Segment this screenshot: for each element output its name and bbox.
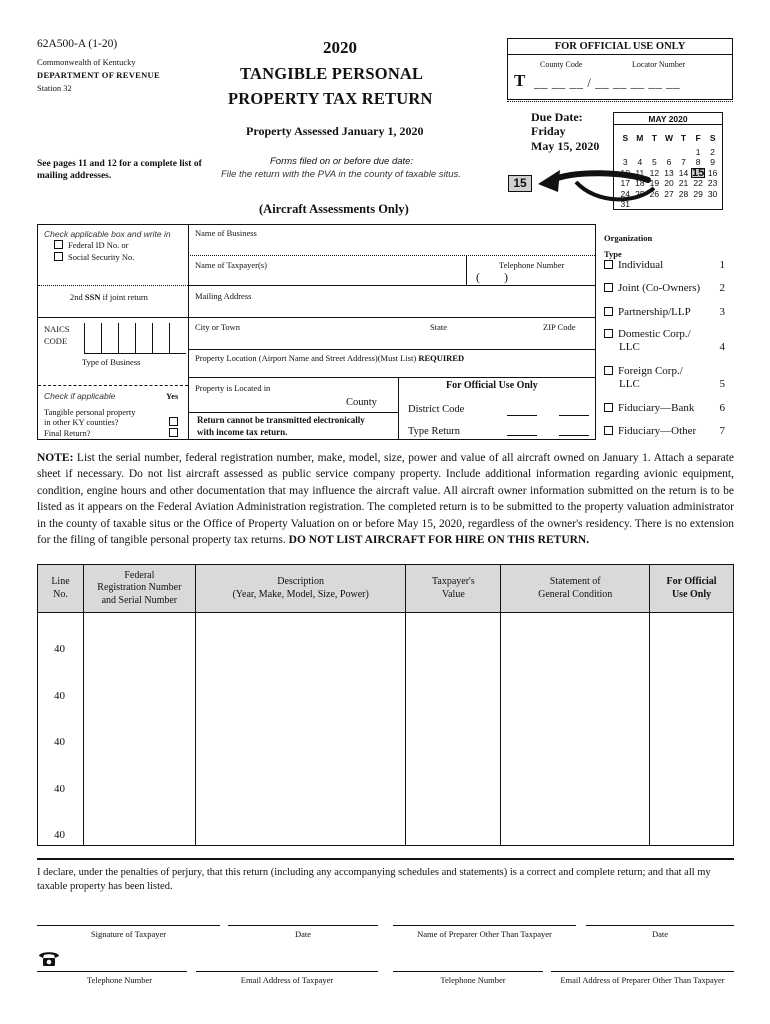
zip-code-field[interactable]: ZIP Code: [543, 322, 576, 332]
telephone-number-label: Telephone Number: [86, 975, 153, 985]
org-option-checkbox[interactable]: [604, 260, 613, 269]
calendar-day: 9: [710, 157, 716, 167]
type-return-label: Type Return: [408, 426, 461, 437]
tangible-question-line1: Tangible personal property: [44, 407, 136, 417]
county-code-label: County Code: [540, 60, 583, 69]
table-input-cell[interactable]: [501, 659, 650, 706]
signature-of-taxpayer-label: Signature of Taxpayer: [90, 929, 167, 939]
curved-arrow-icon: [536, 164, 676, 214]
calendar-day-header: F: [695, 133, 701, 143]
col-header-official-use: For Official Use Only: [650, 565, 734, 613]
org-option-number: 2: [719, 282, 725, 294]
org-option-5[interactable]: [604, 365, 729, 390]
table-row: [38, 706, 734, 753]
org-option-number: 3: [719, 306, 725, 318]
table-input-cell[interactable]: [195, 659, 406, 706]
preparer-date-label: Date: [651, 929, 669, 939]
cannot-transmit-line2: with income tax return.: [197, 427, 288, 437]
ssn-option[interactable]: Social Security No.: [54, 252, 134, 262]
org-option-label: Foreign Corp./: [618, 365, 683, 377]
calendar-day: 11: [635, 167, 645, 178]
locator-number-label: Locator Number: [632, 60, 686, 69]
yes-label: Yes: [166, 391, 179, 401]
property-location-field[interactable]: Property Location (Airport Name and Street Address)(Must List) REQUIRED: [195, 353, 465, 363]
calendar-day: 2: [710, 146, 716, 157]
county-label: County: [346, 397, 377, 408]
department-name: DEPARTMENT OF REVENUE: [37, 70, 160, 80]
calendar-day: 24: [620, 188, 631, 199]
preparer-telephone-label: Telephone Number: [440, 975, 506, 985]
org-option-6[interactable]: [604, 402, 729, 415]
second-ssn-label: 2nd SSN if joint return: [70, 292, 148, 302]
final-return-label: Final Return?: [44, 428, 91, 438]
naics-code-boxes[interactable]: [84, 323, 186, 353]
line-number-cell: 40: [38, 706, 84, 753]
federal-id-checkbox[interactable]: [54, 240, 63, 249]
preparer-date-line[interactable]: [586, 925, 734, 926]
email-preparer-label: Email Address of Preparer Other Than Taxpayer: [560, 975, 725, 985]
table-input-cell[interactable]: [501, 613, 650, 660]
assessed-date: Property Assessed January 1, 2020: [246, 124, 424, 138]
calendar-day-header: S: [622, 133, 629, 143]
organization-type-panel: [598, 228, 733, 440]
signature-line[interactable]: [37, 925, 220, 926]
calendar-day: [633, 147, 648, 158]
date-label: Date: [294, 929, 312, 939]
calendar-day: 18: [635, 178, 645, 188]
note-label: NOTE:: [37, 452, 74, 464]
org-option-checkbox[interactable]: [604, 366, 613, 375]
org-option-number: 1: [719, 259, 725, 271]
table-input-cell[interactable]: [195, 752, 406, 799]
line-number-cell: 40: [38, 799, 84, 846]
calendar-day: 29: [693, 188, 703, 199]
col-header-condition: Statement of General Condition: [501, 565, 650, 613]
table-input-cell[interactable]: [406, 706, 501, 753]
calendar-day: [618, 147, 633, 158]
org-option-checkbox[interactable]: [604, 283, 613, 292]
note-emphasis: DO NOT LIST AIRCRAFT FOR HIRE ON THIS RETURN.: [288, 534, 590, 547]
org-option-number: 6: [719, 402, 725, 414]
org-option-checkbox[interactable]: [604, 329, 613, 338]
table-input-cell[interactable]: [650, 799, 734, 846]
calendar-day: 23: [707, 178, 718, 188]
calendar-day-header: W: [664, 133, 673, 143]
file-return-instruction: File the return with the PVA in the county of taxable situs.: [221, 169, 461, 180]
org-option-label: Fiduciary—Other: [618, 425, 697, 437]
table-input-cell[interactable]: [650, 659, 734, 706]
calendar-day: 13: [664, 167, 674, 178]
org-option-number: 7: [719, 425, 725, 437]
organization-title: Organization: [604, 233, 653, 243]
calendar-day: 8: [695, 157, 701, 167]
calendar-day: 17: [620, 178, 631, 188]
calendar-day-highlight: 15: [691, 166, 705, 179]
table-input-cell[interactable]: [406, 752, 501, 799]
calendar-day: [676, 147, 691, 158]
table-input-cell[interactable]: [501, 752, 650, 799]
due-day-badge: 15: [508, 175, 532, 192]
date-line[interactable]: [228, 925, 378, 926]
preparer-email-line[interactable]: [551, 971, 734, 972]
org-option-checkbox[interactable]: [604, 403, 613, 412]
line-number-cell: 40: [38, 613, 84, 660]
org-option-3[interactable]: [604, 306, 729, 319]
name-of-taxpayer-field[interactable]: Name of Taxpayer(s): [195, 260, 267, 270]
org-option-label: Partnership/LLP: [618, 306, 691, 318]
note-paragraph: [37, 450, 734, 548]
telephone-number-field[interactable]: Telephone Number: [499, 260, 565, 270]
org-option-checkbox[interactable]: [604, 426, 613, 435]
calendar-day-header: T: [651, 133, 657, 143]
table-input-cell[interactable]: [83, 799, 195, 846]
table-input-cell[interactable]: [650, 706, 734, 753]
form-year: 2020: [323, 38, 357, 57]
mailing-address-field[interactable]: Mailing Address: [195, 291, 252, 301]
calendar-day: 1: [695, 146, 701, 157]
note-body: List the serial number, federal registration number, make, model, size, power and value of all aircraft owned on January 1. Attach a separate sheet if necessary. Do not list aircraft assessed as public service company property. Include additional information regarding avionic equipment, condition, engine hours and other documentation that may influence the aircraft value. All aircraft owner information submitted on the return is to be listed as it appears on the Federal Aviation Administration registration. The completed return is to be submitted to the property valuation administrator in the county of taxable situs or the Office of Property Valuation on or before May 15, 2020, regardless of the owner's residency. There is no extension for the filing of tangible personal property tax returns.: [37, 452, 734, 547]
calendar-month: MAY 2020: [614, 113, 722, 125]
preparer-name-line[interactable]: [393, 925, 576, 926]
table-input-cell[interactable]: [83, 752, 195, 799]
telephone-icon: [38, 950, 60, 967]
name-of-business-field[interactable]: Name of Business: [195, 228, 257, 238]
table-input-cell[interactable]: [406, 799, 501, 846]
calendar-day: 30: [707, 188, 718, 199]
table-input-cell[interactable]: [83, 659, 195, 706]
calendar-day: 14: [678, 167, 689, 178]
calendar-day-header: S: [709, 133, 716, 143]
calendar-day: [662, 147, 677, 158]
calendar-day: 22: [693, 178, 703, 188]
taxpayer-info-grid: [37, 224, 596, 440]
org-option-label: Individual: [618, 259, 664, 271]
org-option-label-cont: LLC: [619, 377, 640, 390]
calendar-day: 6: [666, 157, 672, 167]
final-return-checkbox[interactable]: [169, 428, 178, 437]
check-box-label: Check applicable box and write in: [44, 229, 171, 239]
due-day: Friday: [531, 124, 566, 138]
table-input-cell[interactable]: [195, 706, 406, 753]
aircraft-table: [37, 564, 734, 846]
calendar-day: 16: [707, 167, 718, 178]
calendar-day: 28: [678, 188, 689, 199]
district-code-label: District Code: [408, 404, 465, 415]
tangible-question-line2: in other KY counties?: [44, 417, 119, 427]
table-row: [38, 752, 734, 799]
cannot-transmit-line1: Return cannot be transmitted electronically: [197, 415, 365, 425]
email-line[interactable]: [196, 971, 378, 972]
type-of-business-label: Type of Business: [82, 357, 141, 367]
line-number-cell: 40: [38, 659, 84, 706]
calendar-day: 26: [649, 188, 660, 199]
official-use-title: FOR OFFICIAL USE ONLY: [554, 41, 686, 52]
see-pages-note: See pages 11 and 12 for a complete list of mailing addresses.: [37, 159, 202, 181]
calendar-day: [676, 199, 691, 210]
org-option-1[interactable]: [604, 259, 729, 272]
org-option-label: Joint (Co-Owners): [618, 282, 701, 294]
calendar-day: 20: [664, 178, 674, 188]
org-option-label: Domestic Corp./: [618, 328, 691, 340]
calendar-day: 10: [620, 167, 631, 178]
preparer-name-label: Name of Preparer Other Than Taxpayer: [417, 929, 552, 939]
table-input-cell[interactable]: [406, 613, 501, 660]
code-label: CODE: [44, 336, 68, 346]
table-input-cell[interactable]: [650, 613, 734, 660]
table-input-cell[interactable]: [650, 752, 734, 799]
table-input-cell[interactable]: [83, 613, 195, 660]
table-row: [38, 799, 734, 846]
calendar-day: [647, 147, 662, 158]
org-option-label: Fiduciary—Bank: [618, 402, 695, 414]
preparer-telephone-line[interactable]: [393, 971, 543, 972]
calendar-day: 21: [678, 178, 689, 188]
calendar-day: 7: [681, 157, 686, 167]
property-located-in-field[interactable]: Property is Located in: [195, 383, 271, 393]
form-number: 62A500-A (1-20): [37, 38, 118, 50]
table-row: [38, 613, 734, 660]
calendar-day: [691, 199, 706, 210]
table-input-cell[interactable]: [83, 706, 195, 753]
table-input-cell[interactable]: [195, 799, 406, 846]
organization-type-label: Type: [604, 249, 622, 259]
official-use-box: [507, 38, 733, 100]
org-option-number: 5: [719, 378, 725, 390]
naics-label: NAICS: [44, 324, 70, 334]
calendar-week: [618, 147, 720, 158]
calendar-day-header: M: [636, 133, 644, 143]
table-input-cell[interactable]: [195, 613, 406, 660]
station: Station 32: [37, 83, 72, 93]
col-header-taxpayer-value: Taxpayer's Value: [406, 565, 501, 613]
col-header-line-no: Line No.: [38, 565, 84, 613]
org-option-label-cont: LLC: [619, 340, 640, 353]
calendar-day: 5: [652, 157, 657, 167]
line-number-cell: 40: [38, 752, 84, 799]
form-title-line2: PROPERTY TAX RETURN: [228, 89, 433, 108]
org-option-7[interactable]: [604, 425, 729, 438]
calendar-day: 19: [649, 178, 660, 188]
due-date: May 15, 2020: [531, 139, 600, 153]
table-input-cell[interactable]: [501, 706, 650, 753]
for-official-use-label: For Official Use Only: [446, 380, 538, 391]
calendar-day: 3: [622, 157, 628, 167]
table-row: [38, 659, 734, 706]
city-field[interactable]: City or Town: [195, 322, 241, 332]
calendar-day-header: T: [680, 133, 687, 143]
federal-id-option[interactable]: Federal ID No. or: [54, 240, 128, 250]
calendar-day: 12: [649, 167, 660, 178]
perjury-declaration: I declare, under the penalties of perjury, that this return (including any accompanying schedules and statements) is a correct and complete return; and that all my taxable property has been listed.: [37, 867, 711, 892]
org-option-4[interactable]: [604, 328, 729, 353]
org-option-2[interactable]: [604, 282, 729, 295]
t-letter: T: [514, 71, 526, 90]
org-option-number: 4: [719, 341, 725, 353]
aircraft-only-subtitle: (Aircraft Assessments Only): [259, 202, 409, 216]
state-name: Commonwealth of Kentucky: [37, 57, 136, 67]
calendar-day: 27: [664, 188, 674, 199]
calendar-day: 31: [620, 199, 631, 209]
form-title-line1: TANGIBLE PERSONAL: [240, 64, 424, 83]
email-taxpayer-label: Email Address of Taxpayer: [240, 975, 334, 985]
col-header-registration: Federal Registration Number and Serial Number: [83, 565, 195, 613]
check-if-applicable-label: Check if applicable: [44, 391, 116, 401]
calendar-day: [705, 199, 720, 210]
telephone-line[interactable]: [37, 971, 187, 972]
table-input-cell[interactable]: [501, 799, 650, 846]
table-header-row: [38, 565, 734, 613]
calendar-day: 25: [635, 188, 645, 199]
due-date-label: Due Date:: [531, 110, 583, 124]
official-code-slots: __ __ __ / __ __ __ __ __: [534, 75, 681, 90]
tangible-other-counties-checkbox[interactable]: [169, 417, 178, 426]
calendar-day: 4: [637, 157, 643, 167]
forms-filed-label: Forms filed on or before due date:: [270, 156, 414, 167]
telephone-parens: ( ): [476, 270, 508, 284]
ssn-checkbox[interactable]: [54, 252, 63, 261]
org-option-checkbox[interactable]: [604, 307, 613, 316]
col-header-description: Description (Year, Make, Model, Size, Power): [195, 565, 406, 613]
table-input-cell[interactable]: [406, 659, 501, 706]
state-field[interactable]: State: [430, 322, 447, 332]
